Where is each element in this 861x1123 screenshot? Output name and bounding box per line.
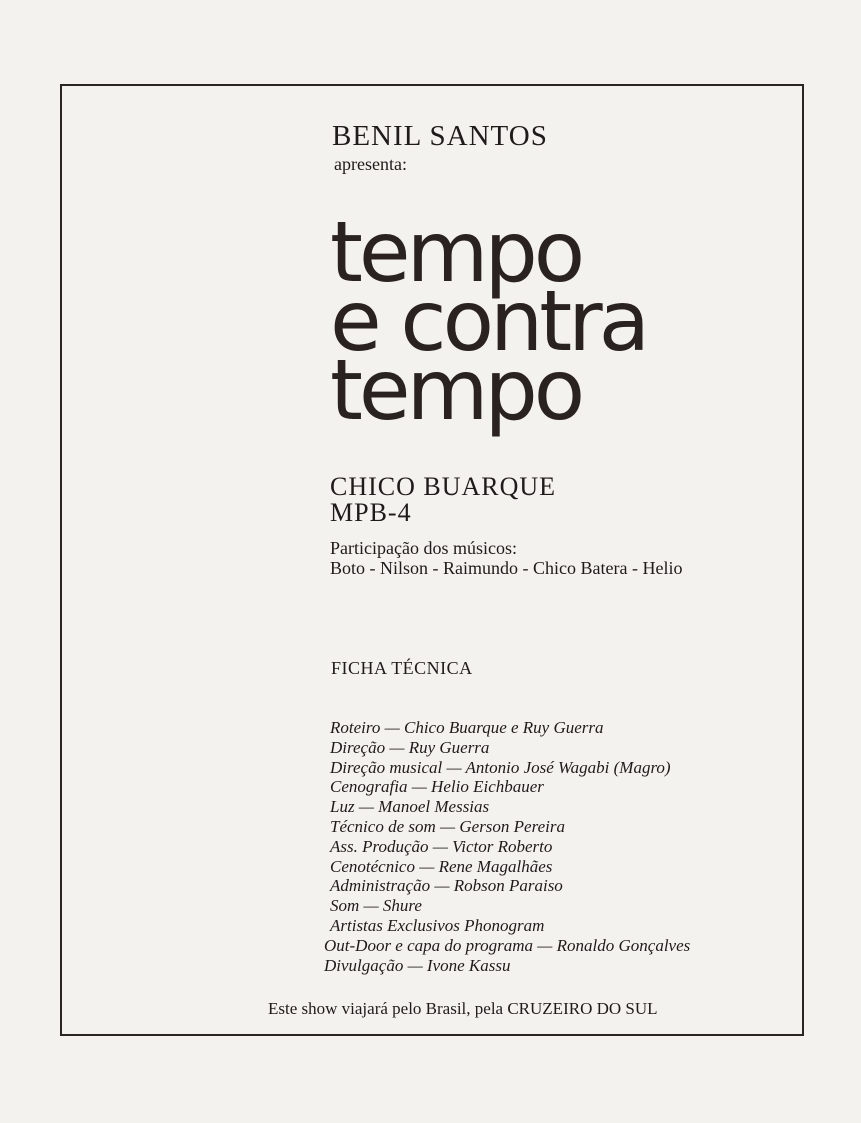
- credit-item: Divulgação — Ivone Kassu: [324, 955, 511, 975]
- credit-item: Out-Door e capa do programa — Ronaldo Gonçalves: [324, 935, 691, 955]
- credit-item: Direção — Ruy Guerra: [330, 737, 490, 757]
- credit-item: Som — Shure: [330, 896, 422, 916]
- credits-list: [324, 718, 690, 975]
- credit-item: Ass. Produção — Victor Roberto: [330, 836, 553, 856]
- credit-item: Técnico de som — Gerson Pereira: [330, 816, 565, 836]
- musicians-label: Participação dos músicos:: [330, 538, 517, 558]
- credit-item: Cenotécnico — Rene Magalhães: [330, 856, 553, 876]
- title-line-2: e contra: [330, 272, 647, 370]
- presenter-name: BENIL SANTOS: [332, 120, 548, 152]
- artists-block: [330, 474, 556, 526]
- credit-item: Roteiro — Chico Buarque e Ruy Guerra: [330, 718, 604, 737]
- title-line-1: tempo: [330, 203, 582, 301]
- credit-item: Artistas Exclusivos Phonogram: [330, 915, 545, 935]
- show-title: [330, 203, 750, 439]
- musicians-list: Boto - Nilson - Raimundo - Chico Batera - Helio: [330, 558, 683, 578]
- credit-item: Administração — Robson Paraiso: [330, 876, 563, 896]
- credit-item: Cenografia — Helio Eichbauer: [330, 777, 544, 797]
- credit-item: Luz — Manoel Messias: [330, 797, 490, 817]
- presents-label: apresenta:: [334, 154, 407, 174]
- credit-item: Direção musical — Antonio José Wagabi (Magro): [330, 757, 671, 777]
- ficha-tecnica-heading: FICHA TÉCNICA: [331, 658, 473, 678]
- artist-mpb4: MPB-4: [330, 498, 412, 527]
- artist-chico-buarque: CHICO BUARQUE: [330, 472, 557, 501]
- footer-note: Este show viajará pelo Brasil, pela CRUZEIRO DO SUL: [268, 999, 658, 1018]
- title-line-3: tempo: [330, 341, 582, 439]
